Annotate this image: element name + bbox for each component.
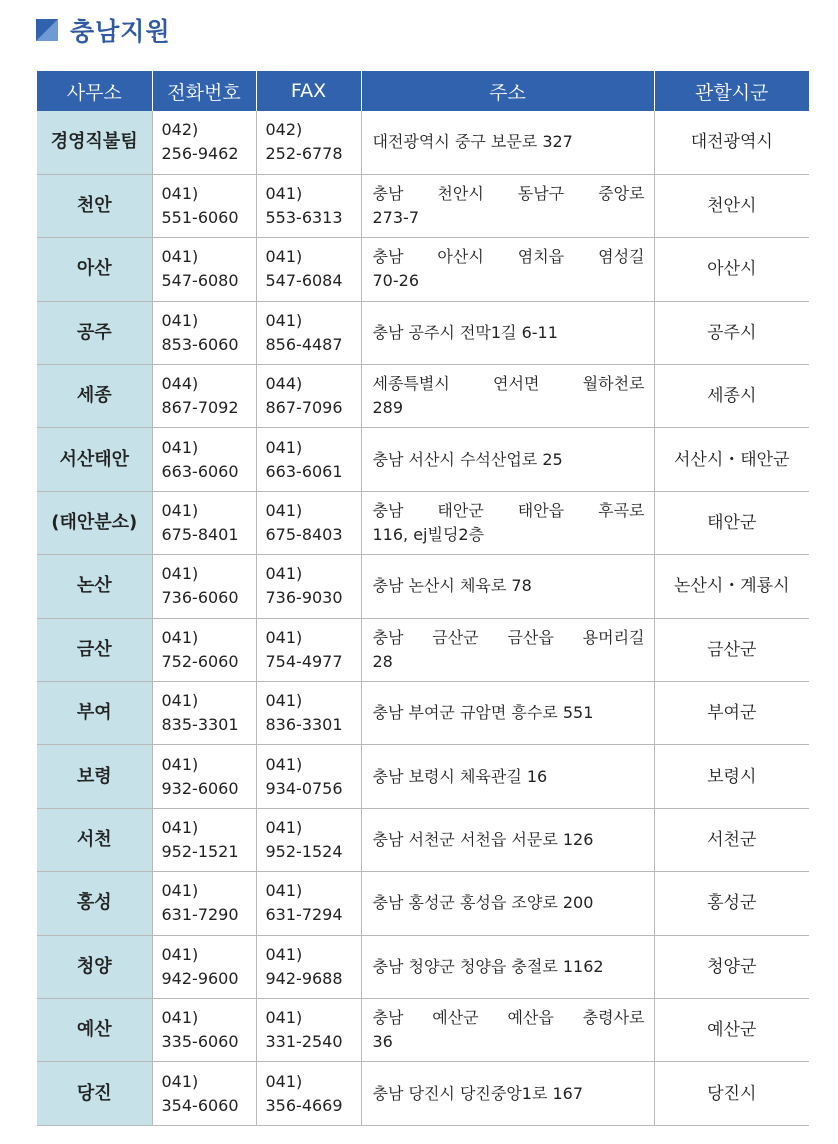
- fax-number: 754-4977: [265, 651, 343, 671]
- tel-cell: [152, 1062, 256, 1125]
- tel-number: 835-3301: [161, 715, 239, 735]
- tel-cell: [152, 618, 256, 681]
- fax-area-code: 041): [265, 184, 303, 204]
- table-row: [37, 555, 809, 618]
- area-cell: 예산군: [654, 998, 809, 1061]
- tel-cell: [152, 808, 256, 871]
- office-cell: 홍성: [37, 872, 152, 935]
- area-cell: 서산시・태안군: [654, 428, 809, 491]
- tel-number: 675-8401: [161, 525, 239, 545]
- area-cell: 대전광역시: [654, 111, 809, 174]
- fax-area-code: 041): [265, 501, 303, 521]
- tel-area-code: 041): [161, 881, 199, 901]
- address-line: 충남 공주시 전막1길 6-11: [372, 322, 558, 342]
- fax-number: 675-8403: [265, 525, 343, 545]
- office-cell: 천안: [37, 174, 152, 237]
- address-cell: [361, 745, 654, 808]
- address-line: 273-7: [372, 208, 419, 228]
- tel-area-code: 041): [161, 247, 199, 267]
- tel-area-code: 041): [161, 754, 199, 774]
- address-line: 28: [372, 651, 393, 671]
- address-cell: [361, 365, 654, 428]
- fax-area-code: 041): [265, 627, 303, 647]
- header-area: 관할시군: [654, 71, 809, 111]
- address-line: 충남 당진시 당진중앙1로 167: [372, 1083, 584, 1103]
- fax-number: 952-1524: [265, 841, 343, 861]
- tel-number: 631-7290: [161, 905, 239, 925]
- address-line: 충남 청양군 청양읍 충절로 1162: [372, 956, 604, 976]
- tel-area-code: 041): [161, 1071, 199, 1091]
- fax-number: 736-9030: [265, 588, 343, 608]
- tel-cell: [152, 365, 256, 428]
- tel-cell: [152, 998, 256, 1061]
- tel-number: 952-1521: [161, 841, 239, 861]
- table-row: [37, 428, 809, 491]
- address-cell: [361, 111, 654, 174]
- tel-cell: [152, 682, 256, 745]
- address-line: 대전광역시 중구 보문로 327: [372, 132, 573, 152]
- address-line: 충남 서산시 수석산업로 25: [372, 449, 563, 469]
- tel-number: 354-6060: [161, 1095, 239, 1115]
- table-row: [37, 174, 809, 237]
- fax-cell: [256, 365, 361, 428]
- fax-area-code: 041): [265, 1071, 303, 1091]
- area-cell: 부여군: [654, 682, 809, 745]
- address-cell: [361, 428, 654, 491]
- fax-number: 547-6084: [265, 271, 343, 291]
- office-cell: 부여: [37, 682, 152, 745]
- tel-cell: [152, 301, 256, 364]
- fax-number: 252-6778: [265, 144, 343, 164]
- fax-area-code: 041): [265, 1008, 303, 1028]
- tel-number: 942-9600: [161, 968, 239, 988]
- area-cell: 세종시: [654, 365, 809, 428]
- fax-cell: [256, 111, 361, 174]
- header-address: 주소: [361, 71, 654, 111]
- address-line: 충남 보령시 체육관길 16: [372, 766, 548, 786]
- fax-cell: [256, 1062, 361, 1125]
- office-cell: (태안분소): [37, 491, 152, 554]
- area-cell: 태안군: [654, 491, 809, 554]
- tel-number: 752-6060: [161, 651, 239, 671]
- address-cell: [361, 238, 654, 301]
- address-cell: [361, 808, 654, 871]
- table-row: [37, 682, 809, 745]
- address-cell: [361, 618, 654, 681]
- fax-number: 934-0756: [265, 778, 343, 798]
- table-row: [37, 111, 809, 174]
- address-cell: [361, 935, 654, 998]
- area-cell: 당진시: [654, 1062, 809, 1125]
- area-cell: 서천군: [654, 808, 809, 871]
- fax-area-code: 041): [265, 944, 303, 964]
- office-cell: 서산태안: [37, 428, 152, 491]
- tel-cell: [152, 174, 256, 237]
- fax-cell: [256, 491, 361, 554]
- fax-number: 856-4487: [265, 334, 343, 354]
- fax-area-code: 041): [265, 691, 303, 711]
- address-cell: [361, 174, 654, 237]
- fax-area-code: 041): [265, 881, 303, 901]
- tel-area-code: 041): [161, 691, 199, 711]
- address-cell: [361, 682, 654, 745]
- fax-area-code: 041): [265, 310, 303, 330]
- fax-area-code: 042): [265, 120, 303, 140]
- table-header-row: [37, 71, 809, 111]
- fax-area-code: 041): [265, 247, 303, 267]
- table-row: [37, 491, 809, 554]
- area-cell: 보령시: [654, 745, 809, 808]
- area-cell: 아산시: [654, 238, 809, 301]
- fax-cell: [256, 872, 361, 935]
- page-title: 충남지원: [70, 17, 171, 46]
- fax-number: 942-9688: [265, 968, 343, 988]
- fax-area-code: 044): [265, 374, 303, 394]
- table-row: [37, 238, 809, 301]
- table-row: [37, 618, 809, 681]
- tel-area-code: 041): [161, 310, 199, 330]
- fax-cell: [256, 555, 361, 618]
- office-cell: 논산: [37, 555, 152, 618]
- fax-cell: [256, 238, 361, 301]
- tel-area-code: 044): [161, 374, 199, 394]
- address-cell: [361, 301, 654, 364]
- tel-area-code: 041): [161, 944, 199, 964]
- fax-cell: [256, 682, 361, 745]
- title-triangle-icon: [36, 19, 58, 41]
- address-cell: [361, 998, 654, 1061]
- tel-cell: [152, 428, 256, 491]
- office-cell: 금산: [37, 618, 152, 681]
- office-cell: 당진: [37, 1062, 152, 1125]
- tel-cell: [152, 491, 256, 554]
- office-cell: 서천: [37, 808, 152, 871]
- tel-number: 867-7092: [161, 398, 239, 418]
- table-row: [37, 935, 809, 998]
- office-table: [37, 71, 809, 1126]
- tel-number: 736-6060: [161, 588, 239, 608]
- office-cell: 아산: [37, 238, 152, 301]
- area-cell: 홍성군: [654, 872, 809, 935]
- tel-area-code: 041): [161, 437, 199, 457]
- tel-number: 256-9462: [161, 144, 239, 164]
- tel-cell: [152, 111, 256, 174]
- header-tel: 전화번호: [152, 71, 256, 111]
- tel-area-code: 042): [161, 120, 199, 140]
- address-line: 116, ej빌딩2층: [372, 525, 485, 545]
- table-row: [37, 1062, 809, 1125]
- address-line: 충남 홍성군 홍성읍 조양로 200: [372, 893, 594, 913]
- fax-area-code: 041): [265, 754, 303, 774]
- address-cell: [361, 555, 654, 618]
- tel-number: 335-6060: [161, 1032, 239, 1052]
- fax-cell: [256, 428, 361, 491]
- table-row: [37, 998, 809, 1061]
- table-row: [37, 301, 809, 364]
- tel-number: 853-6060: [161, 334, 239, 354]
- tel-area-code: 041): [161, 627, 199, 647]
- address-line: 70-26: [372, 271, 419, 291]
- tel-cell: [152, 238, 256, 301]
- area-cell: 천안시: [654, 174, 809, 237]
- area-cell: 금산군: [654, 618, 809, 681]
- fax-cell: [256, 174, 361, 237]
- fax-area-code: 041): [265, 437, 303, 457]
- address-cell: [361, 1062, 654, 1125]
- area-cell: 공주시: [654, 301, 809, 364]
- area-cell: 논산시・계룡시: [654, 555, 809, 618]
- address-cell: [361, 491, 654, 554]
- fax-number: 867-7096: [265, 398, 343, 418]
- tel-cell: [152, 935, 256, 998]
- office-cell: 세종: [37, 365, 152, 428]
- fax-cell: [256, 935, 361, 998]
- tel-cell: [152, 555, 256, 618]
- table-row: [37, 745, 809, 808]
- fax-area-code: 041): [265, 564, 303, 584]
- address-line: 289: [372, 398, 404, 418]
- address-line: 충남 아산시 염치읍 염성길: [372, 247, 645, 267]
- tel-number: 932-6060: [161, 778, 239, 798]
- table-row: [37, 365, 809, 428]
- fax-cell: [256, 301, 361, 364]
- tel-area-code: 041): [161, 501, 199, 521]
- area-cell: 청양군: [654, 935, 809, 998]
- tel-number: 663-6060: [161, 461, 239, 481]
- fax-cell: [256, 998, 361, 1061]
- fax-number: 331-2540: [265, 1032, 343, 1052]
- tel-area-code: 041): [161, 817, 199, 837]
- tel-cell: [152, 745, 256, 808]
- tel-area-code: 041): [161, 184, 199, 204]
- address-line: 충남 천안시 동남구 중앙로: [372, 184, 645, 204]
- address-cell: [361, 872, 654, 935]
- fax-cell: [256, 618, 361, 681]
- fax-number: 356-4669: [265, 1095, 343, 1115]
- tel-area-code: 041): [161, 1008, 199, 1028]
- table-row: [37, 808, 809, 871]
- fax-number: 663-6061: [265, 461, 343, 481]
- office-cell: 예산: [37, 998, 152, 1061]
- header-office: 사무소: [37, 71, 152, 111]
- office-cell: 보령: [37, 745, 152, 808]
- fax-number: 553-6313: [265, 208, 343, 228]
- office-cell: 공주: [37, 301, 152, 364]
- fax-cell: [256, 808, 361, 871]
- office-cell: 청양: [37, 935, 152, 998]
- office-cell: 경영직불팀: [37, 111, 152, 174]
- fax-number: 631-7294: [265, 905, 343, 925]
- address-line: 충남 서천군 서천읍 서문로 126: [372, 829, 594, 849]
- fax-cell: [256, 745, 361, 808]
- table-row: [37, 872, 809, 935]
- fax-area-code: 041): [265, 817, 303, 837]
- tel-number: 547-6080: [161, 271, 239, 291]
- tel-number: 551-6060: [161, 208, 239, 228]
- address-line: 충남 논산시 체육로 78: [372, 576, 532, 596]
- tel-area-code: 041): [161, 564, 199, 584]
- fax-number: 836-3301: [265, 715, 343, 735]
- address-line: 충남 부여군 규암면 흥수로 551: [372, 703, 594, 723]
- address-line: 충남 예산군 예산읍 충령사로: [372, 1008, 645, 1028]
- address-line: 36: [372, 1032, 393, 1052]
- address-line: 세종특별시 연서면 월하천로: [372, 374, 645, 394]
- address-line: 충남 태안군 태안읍 후곡로: [372, 501, 645, 521]
- tel-cell: [152, 872, 256, 935]
- address-line: 충남 금산군 금산읍 용머리길: [372, 627, 645, 647]
- header-fax: FAX: [256, 71, 361, 111]
- section-title: [36, 10, 171, 50]
